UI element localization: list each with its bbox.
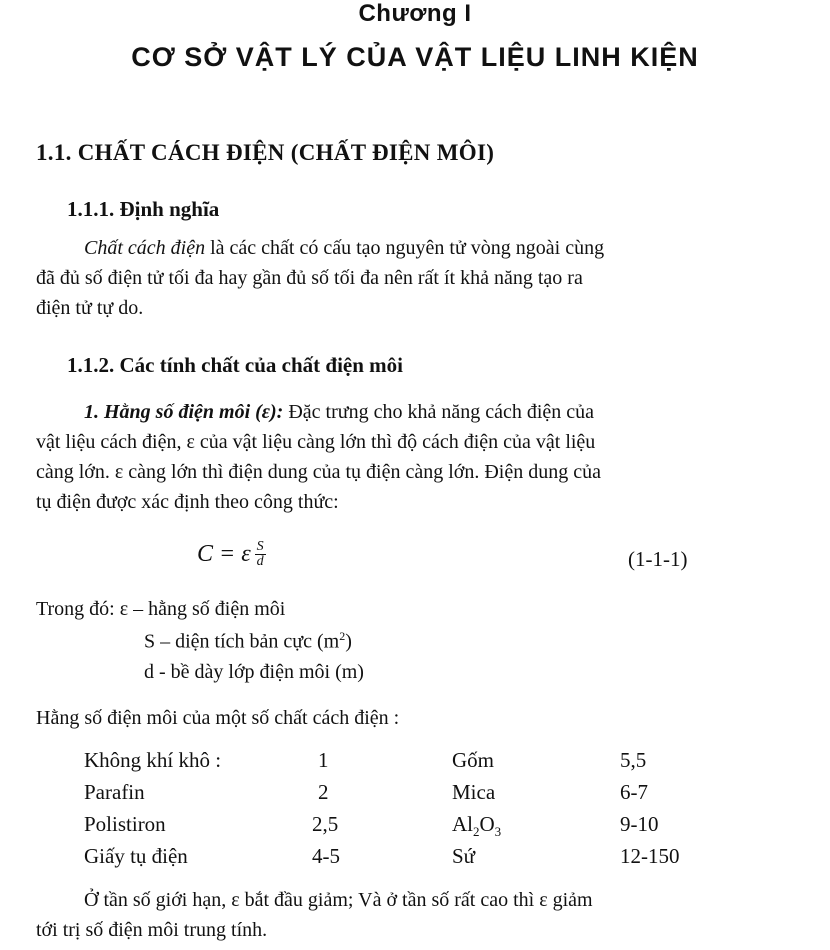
subsection-heading-definition: 1.1.1. Định nghĩa xyxy=(67,197,220,221)
subsection-heading-properties: 1.1.2. Các tính chất của chất điện môi xyxy=(67,353,403,377)
chapter-label: Chương I xyxy=(358,0,472,27)
formula-lhs: C = ε xyxy=(197,541,251,567)
formula-denominator: d xyxy=(256,554,264,569)
formula-sub-2: 2 xyxy=(473,824,480,840)
legend-area-end: ) xyxy=(345,630,352,653)
table-value: 2,5 xyxy=(312,812,339,836)
table-material: Không khí khô : xyxy=(84,748,222,772)
table-material: Mica xyxy=(452,780,496,804)
formula-al: Al xyxy=(452,812,473,836)
table-value: 6-7 xyxy=(620,780,648,804)
properties-line-4: tụ điện được xác định theo công thức: xyxy=(36,491,339,513)
table-material: Giấy tụ điện xyxy=(84,844,188,868)
chapter-title: CƠ SỞ VẬT LÝ CỦA VẬT LIỆU LINH KIỆN xyxy=(131,42,699,72)
legend-line-thickness: d - bề dày lớp điện môi (m) xyxy=(144,661,364,683)
section-heading: 1.1. CHẤT CÁCH ĐIỆN (CHẤT ĐIỆN MÔI) xyxy=(36,140,495,165)
properties-line-2: vật liệu cách điện, ε của vật liệu càng lớn thì độ cách điện của vật liệu xyxy=(36,431,596,453)
capacitance-formula xyxy=(197,540,266,569)
definition-term: Chất cách điện xyxy=(84,237,206,259)
legend-area-text: S – diện tích bản cực (m xyxy=(144,630,340,653)
legend-line-area xyxy=(144,629,352,654)
table-value: 12-150 xyxy=(620,844,680,868)
properties-text-1: Đặc trưng cho khả năng cách điện của xyxy=(283,401,595,423)
property-label: 1. Hằng số điện môi (ε): xyxy=(84,401,284,423)
table-material: Sứ xyxy=(452,844,476,868)
definition-text-1: là các chất có cấu tạo nguyên tử vòng ngoài cùng xyxy=(205,237,605,259)
formula-fraction xyxy=(255,540,266,569)
table-intro: Hằng số điện môi của một số chất cách điện : xyxy=(36,707,400,729)
table-material: Gốm xyxy=(452,748,494,772)
closing-text-1: Ở tần số giới hạn, ε bắt đầu giảm; Và ở tần số rất cao thì ε giảm xyxy=(84,889,593,911)
formula-o: O xyxy=(479,812,495,836)
formula-sub-3: 3 xyxy=(494,824,502,840)
table-value: 4-5 xyxy=(312,844,340,868)
properties-line-3: càng lớn. ε càng lớn thì điện dung của tụ điện càng lớn. Điện dung của xyxy=(36,461,601,483)
table-value: 9-10 xyxy=(620,812,659,836)
table-value: 5,5 xyxy=(620,748,647,772)
definition-line-1 xyxy=(36,233,794,263)
table-value: 2 xyxy=(318,780,329,804)
equation-number: (1-1-1) xyxy=(628,547,688,571)
table-material: Parafin xyxy=(84,780,145,804)
definition-line-2: đã đủ số điện tử tối đa hay gần đủ số tối đa nên rất ít khả năng tạo ra xyxy=(36,267,583,289)
legend-area-sup: 2 xyxy=(339,629,346,643)
definition-line-3: điện tử tự do. xyxy=(36,297,144,319)
table-material: Polistiron xyxy=(84,812,166,836)
closing-paragraph xyxy=(36,885,794,945)
legend-line-epsilon: Trong đó: ε – hằng số điện môi xyxy=(36,598,286,620)
properties-line-1 xyxy=(36,397,794,427)
closing-line-1 xyxy=(36,885,794,915)
properties-paragraph xyxy=(36,397,794,517)
table-value: 1 xyxy=(318,748,329,772)
definition-paragraph xyxy=(36,233,794,323)
table-material-al2o3 xyxy=(452,812,501,840)
closing-line-2: tới trị số điện môi trung tính. xyxy=(36,919,268,941)
formula-numerator: S xyxy=(256,539,264,554)
